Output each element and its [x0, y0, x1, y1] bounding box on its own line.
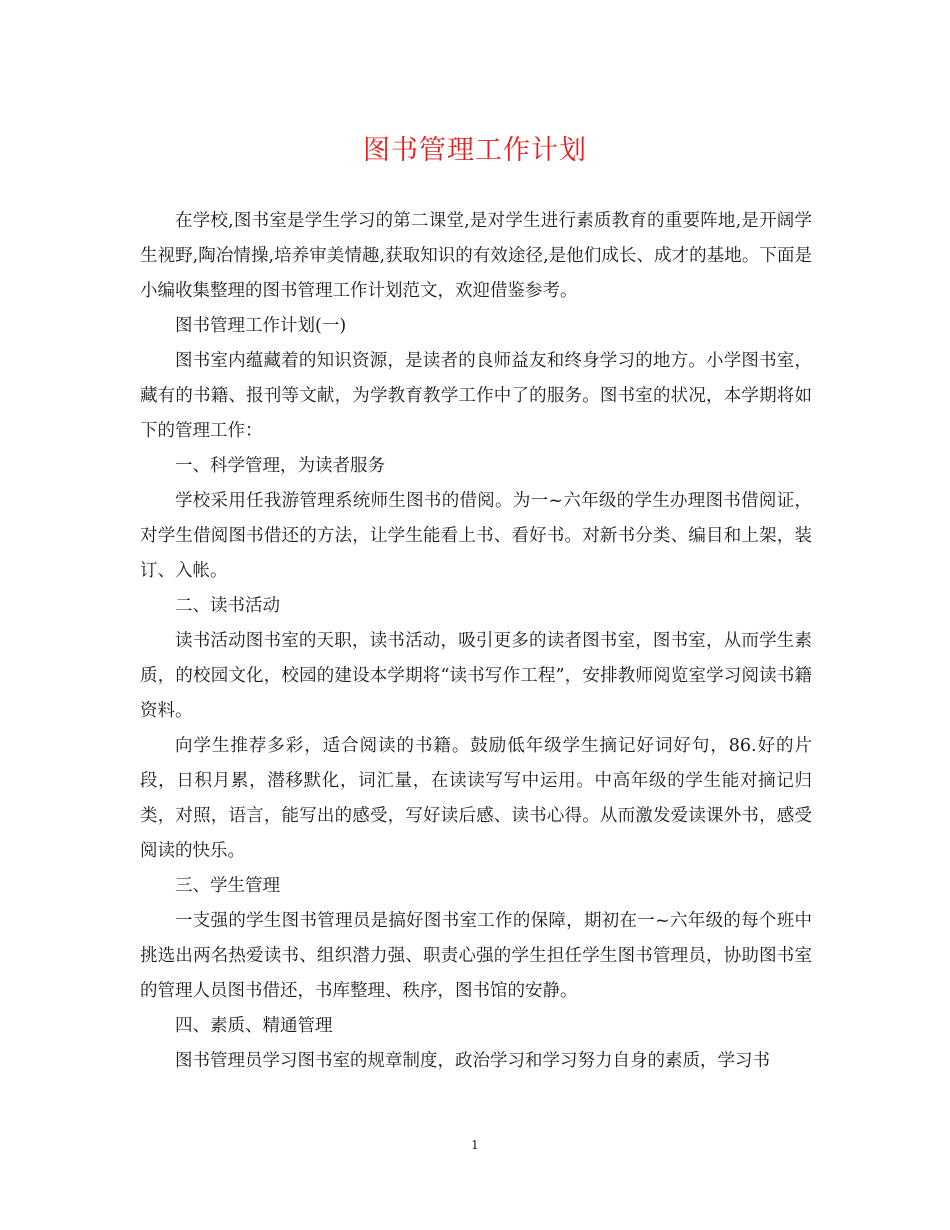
section-heading-1: 一、科学管理，为读者服务 [175, 456, 385, 476]
body-paragraph: 一支强的学生图书管理员是搞好图书室工作的保障，期初在一~六年级的每个班中挑选出两名热爱读书、组织潜力强、职责心强的学生担任学生图书管理员，协助图书室的管理人员图书借还，书库整理、秩序，图书馆的安静。 [140, 911, 812, 1001]
body-paragraph: 学校采用任我游管理系统师生图书的借阅。为一~六年级的学生办理图书借阅证，对学生借阅图书借还的方法，让学生能看上书、看好书。对新书分类、编目和上架，装订、入帐。 [140, 491, 812, 581]
section-heading-3: 三、学生管理 [175, 876, 280, 896]
intro-paragraph: 在学校,图书室是学生学习的第二课堂,是对学生进行素质教育的重要阵地,是开阔学生视野,陶冶情操,培养审美情趣,获取知识的有效途径,是他们成长、成才的基地。下面是小编收集整理的图书管理工作计划范文，欢迎借鉴参考。 [140, 211, 812, 301]
body-paragraph: 读书活动图书室的天职，读书活动，吸引更多的读者图书室，图书室，从而学生素质，的校园文化，校园的建设本学期将“读书写作工程”，安排教师阅览室学习阅读书籍资料。 [140, 631, 812, 721]
body-paragraph: 图书管理员学习图书室的规章制度，政治学习和学习努力自身的素质，学习书 [175, 1051, 770, 1071]
section-heading-plan-one: 图书管理工作计划(一) [175, 316, 347, 336]
document-title: 图书管理工作计划 [363, 135, 587, 166]
body-paragraph: 向学生推荐多彩，适合阅读的书籍。鼓励低年级学生摘记好词好句，86.好的片段，日积月累，潜移默化，词汇量，在读读写写中运用。中高年级的学生能对摘记归类，对照，语言，能写出的感受，写好读后感、读书心得。从而激发爱读课外书，感受阅读的快乐。 [140, 736, 812, 861]
page-number: 1 [471, 1138, 479, 1152]
section-heading-4: 四、素质、精通管理 [175, 1016, 333, 1036]
section-heading-2: 二、读书活动 [175, 596, 280, 616]
body-paragraph: 图书室内蕴藏着的知识资源，是读者的良师益友和终身学习的地方。小学图书室，藏有的书籍、报刊等文献，为学教育教学工作中了的服务。图书室的状况，本学期将如下的管理工作： [140, 351, 812, 441]
document-body [140, 204, 812, 1079]
